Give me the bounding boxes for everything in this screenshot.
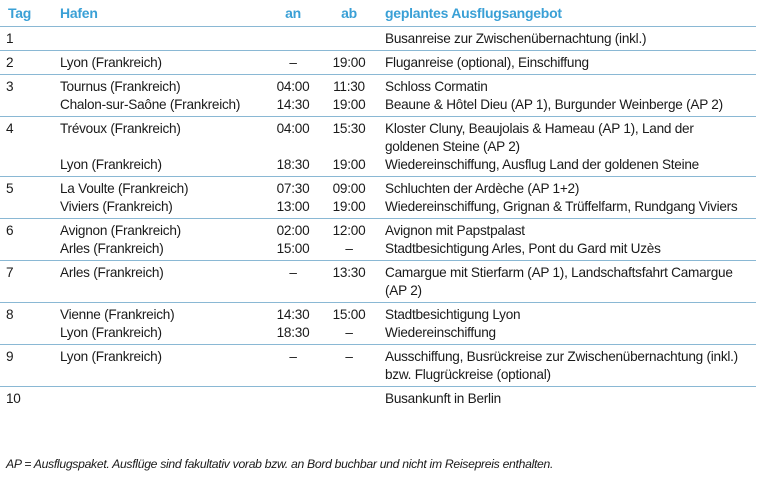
departure-time: – [345, 325, 353, 340]
port-name: La Voulte (Frankreich) [60, 181, 189, 196]
arrival-time: 15:00 [276, 241, 310, 256]
day-number: 3 [6, 79, 14, 94]
day-group [0, 51, 756, 75]
departure-time: – [345, 241, 353, 256]
excursion-program: Avignon mit Papstpalast [385, 223, 525, 238]
arrival-time [265, 27, 321, 51]
day-number: 6 [6, 223, 14, 238]
table-row [0, 51, 756, 75]
day-number: 8 [6, 307, 14, 322]
day-number: 7 [6, 265, 14, 280]
excursion-program: Stadtbesichtigung Lyon [385, 307, 521, 322]
table-row [0, 324, 756, 345]
arrival-time: – [289, 349, 297, 364]
table-row [0, 117, 756, 157]
day-number [0, 198, 52, 219]
table-row [0, 27, 756, 51]
excursion-program: Camargue mit Stierfarm (AP 1), Landschaftsfahrt Camargue (AP 2) [385, 265, 733, 298]
arrival-time: 04:00 [276, 79, 310, 94]
departure-time: 19:00 [332, 55, 366, 70]
port-name: Avignon (Frankreich) [60, 223, 181, 238]
arrival-time: 13:00 [276, 199, 310, 214]
table-row [0, 387, 756, 411]
arrival-time: 14:30 [276, 307, 310, 322]
excursion-program: Kloster Cluny, Beaujolais & Hameau (AP 1), Land der goldenen Steine (AP 2) [385, 121, 694, 154]
port-name: Arles (Frankreich) [60, 265, 164, 280]
day-group [0, 303, 756, 345]
excursion-program: Schloss Cormatin [385, 79, 488, 94]
port-name: Lyon (Frankreich) [60, 157, 162, 172]
arrival-time: 18:30 [276, 157, 310, 172]
header-an: an [265, 0, 321, 27]
day-group [0, 261, 756, 303]
departure-time: – [345, 349, 353, 364]
table-row [0, 96, 756, 117]
header-tag: Tag [0, 0, 52, 27]
header-hafen: Hafen [52, 0, 265, 27]
day-group [0, 219, 756, 261]
day-number [0, 324, 52, 345]
table-row [0, 240, 756, 261]
day-number: 10 [6, 391, 21, 406]
departure-time: 19:00 [332, 157, 366, 172]
port-name [52, 387, 265, 411]
day-number: 4 [6, 121, 14, 136]
excursion-program: Wiedereinschiffung [385, 325, 496, 340]
arrival-time: 04:00 [276, 121, 310, 136]
departure-time [321, 387, 377, 411]
table-row [0, 219, 756, 241]
header-programm: geplantes Ausflugsangebot [377, 0, 756, 27]
arrival-time: 14:30 [276, 97, 310, 112]
table-row [0, 198, 756, 219]
table-row [0, 303, 756, 325]
excursion-program: Wiedereinschiffung, Grignan & Trüffelfarm, Rundgang Viviers [385, 199, 738, 214]
day-number: 2 [6, 55, 14, 70]
day-number [0, 156, 52, 177]
table-header [0, 0, 756, 27]
arrival-time [265, 387, 321, 411]
day-number [0, 96, 52, 117]
table-row [0, 156, 756, 177]
port-name: Trévoux (Frankreich) [60, 121, 181, 136]
day-number: 9 [6, 349, 14, 364]
departure-time: 15:00 [332, 307, 366, 322]
port-name: Viviers (Frankreich) [60, 199, 173, 214]
table-row [0, 177, 756, 199]
departure-time: 11:30 [333, 79, 365, 94]
table-row [0, 75, 756, 97]
port-name: Lyon (Frankreich) [60, 349, 162, 364]
departure-time: 12:00 [332, 223, 366, 238]
day-group [0, 75, 756, 117]
arrival-time: – [289, 55, 297, 70]
excursion-program: Busanreise zur Zwischenübernachtung (inkl.) [385, 31, 647, 46]
departure-time: 13:30 [332, 265, 366, 280]
arrival-time: 18:30 [276, 325, 310, 340]
day-number: 1 [6, 31, 14, 46]
departure-time: 09:00 [332, 181, 366, 196]
departure-time: 19:00 [332, 199, 366, 214]
port-name: Lyon (Frankreich) [60, 55, 162, 70]
header-ab: ab [321, 0, 377, 27]
excursion-program: Busankunft in Berlin [385, 391, 501, 406]
table-row [0, 345, 756, 387]
port-name [52, 27, 265, 51]
footnote: AP = Ausflugspaket. Ausflüge sind fakultativ vorab bzw. an Bord buchbar und nicht im Reisepreis enthalten. [6, 457, 554, 471]
day-group [0, 27, 756, 51]
day-group [0, 177, 756, 219]
port-name: Lyon (Frankreich) [60, 325, 162, 340]
arrival-time: 07:30 [276, 181, 310, 196]
day-group [0, 117, 756, 177]
departure-time: 19:00 [332, 97, 366, 112]
port-name: Tournus (Frankreich) [60, 79, 181, 94]
excursion-program: Ausschiffung, Busrückreise zur Zwischenübernachtung (inkl.) bzw. Flugrückreise (optional) [385, 349, 738, 382]
day-number: 5 [6, 181, 14, 196]
excursion-program: Stadtbesichtigung Arles, Pont du Gard mit Uzès [385, 241, 661, 256]
excursion-program: Schluchten der Ardèche (AP 1+2) [385, 181, 580, 196]
day-group [0, 387, 756, 411]
port-name: Vienne (Frankreich) [60, 307, 175, 322]
arrival-time: – [289, 265, 297, 280]
arrival-time: 02:00 [276, 223, 310, 238]
port-name: Chalon-sur-Saône (Frankreich) [60, 97, 241, 112]
table-row [0, 261, 756, 303]
day-number [0, 240, 52, 261]
departure-time [321, 27, 377, 51]
port-name: Arles (Frankreich) [60, 241, 164, 256]
excursion-program: Wiedereinschiffung, Ausflug Land der goldenen Steine [385, 157, 699, 172]
departure-time: 15:30 [332, 121, 366, 136]
day-group [0, 345, 756, 387]
excursion-program: Beaune & Hôtel Dieu (AP 1), Burgunder Weinberge (AP 2) [385, 97, 723, 112]
excursion-program: Fluganreise (optional), Einschiffung [385, 55, 589, 70]
